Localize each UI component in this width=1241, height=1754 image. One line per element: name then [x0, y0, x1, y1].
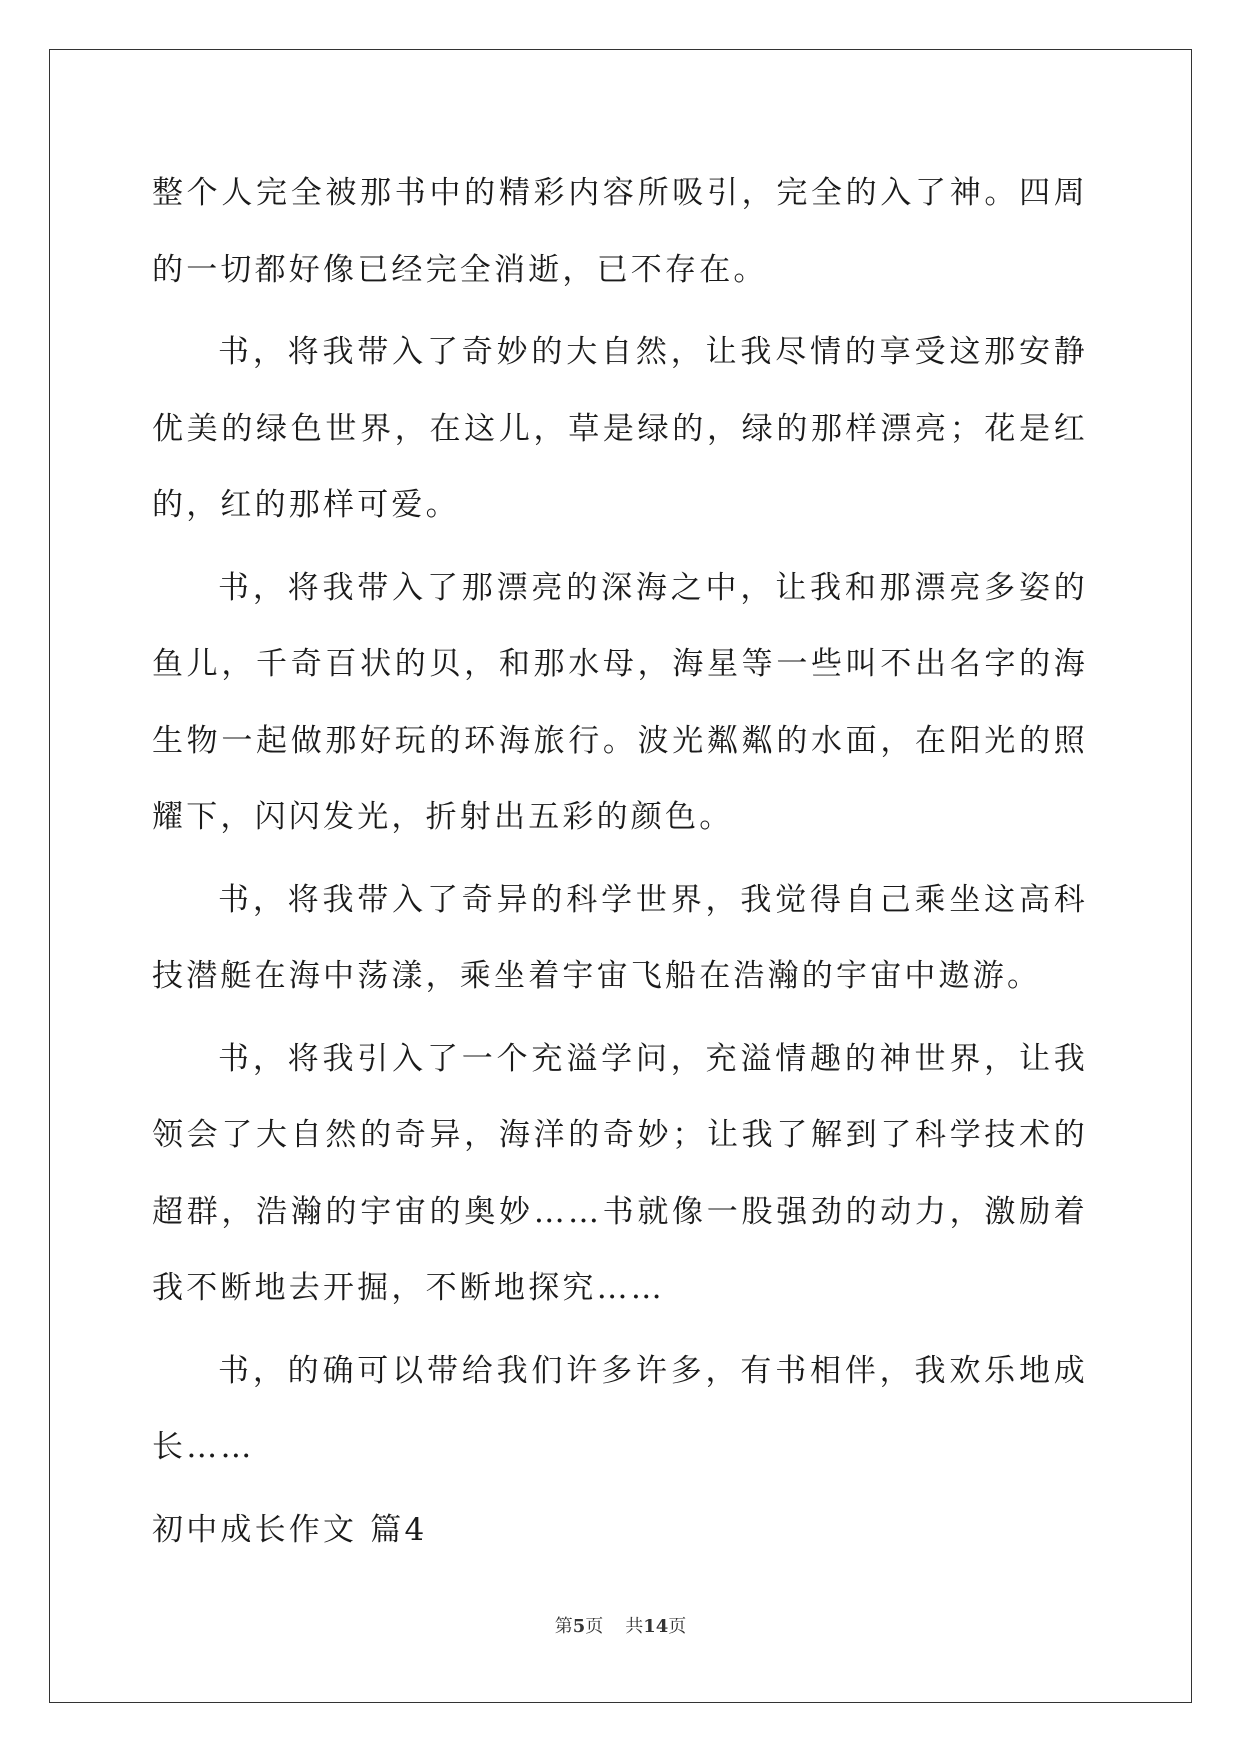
paragraph-4: 书，将我带入了奇异的科学世界，我觉得自己乘坐这高科技潜艇在海中荡漾，乘坐着宇宙飞船在浩瀚的宇宙中遨游。 [152, 881, 1088, 994]
current-page-number: 5 [572, 1616, 586, 1637]
section-heading: 初中成长作文 篇4 [152, 1511, 428, 1548]
paragraph-2: 书，将我带入了奇妙的大自然，让我尽情的享受这那安静优美的绿色世界，在这儿，草是绿的，绿的那样漂亮；花是红的，红的那样可爱。 [152, 334, 1088, 523]
footer-total-prefix: 共 [625, 1616, 644, 1637]
page-footer [0, 1612, 1241, 1638]
paragraph-5: 书，将我引入了一个充溢学问，充溢情趣的神世界，让我领会了大自然的奇异，海洋的奇妙；让我了解到了科学技术的超群，浩瀚的宇宙的奥妙……书就像一股强劲的动力，激励着我不断地去开掘，不断地探究…… [152, 1040, 1088, 1306]
footer-page-unit: 页 [585, 1616, 604, 1637]
footer-total-unit: 页 [668, 1616, 687, 1637]
footer-prefix: 第 [554, 1616, 573, 1637]
paragraph-3: 书，将我带入了那漂亮的深海之中，让我和那漂亮多姿的鱼儿，千奇百状的贝，和那水母，海星等一些叫不出名字的海生物一起做那好玩的环海旅行。波光粼粼的水面，在阳光的照耀下，闪闪发光，折射出五彩的颜色。 [152, 569, 1088, 835]
total-pages-number: 14 [643, 1616, 669, 1637]
paragraph-6: 书，的确可以带给我们许多许多，有书相伴，我欢乐地成长…… [152, 1352, 1088, 1465]
paragraph-1: 整个人完全被那书中的精彩内容所吸引，完全的入了神。四周的一切都好像已经完全消逝，已不存在。 [152, 175, 1088, 288]
document-body [152, 155, 1088, 1574]
